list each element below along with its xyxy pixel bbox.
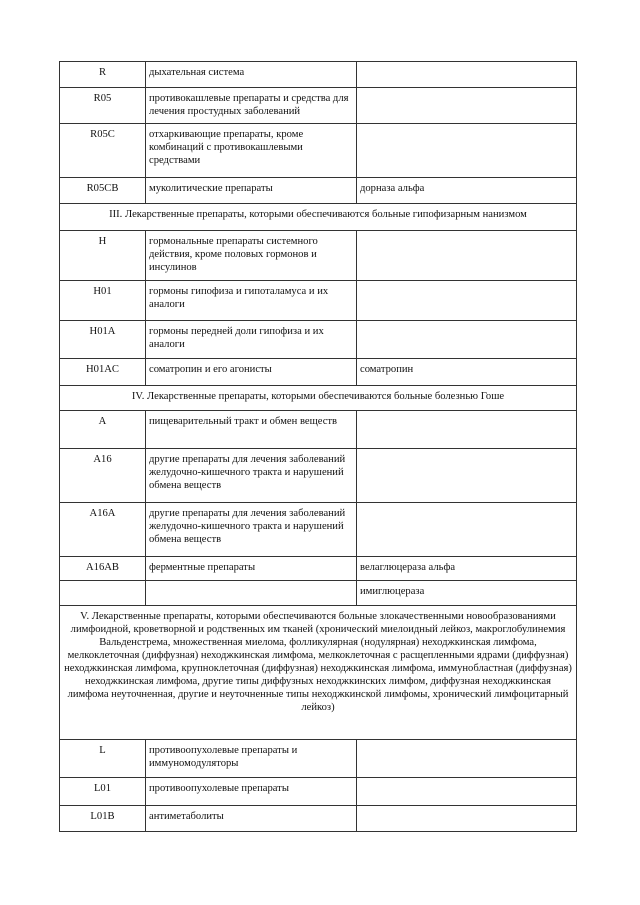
drug-name	[357, 740, 577, 778]
table-row	[60, 581, 577, 606]
atc-code: A	[60, 411, 146, 449]
group-name: отхаркивающие препараты, кроме комбинаций с противокашлевыми средствами	[146, 124, 357, 178]
table-row	[60, 62, 577, 88]
group-name: дыхательная система	[146, 62, 357, 88]
table-row	[60, 503, 577, 557]
drug-name: дорназа альфа	[357, 178, 577, 204]
group-name: другие препараты для лечения заболеваний желудочно-кишечного тракта и нарушений обмена веществ	[146, 503, 357, 557]
atc-code: H01A	[60, 321, 146, 359]
atc-code: A16A	[60, 503, 146, 557]
group-name: гормоны гипофиза и гипоталамуса и их аналоги	[146, 281, 357, 321]
group-name: пищеварительный тракт и обмен веществ	[146, 411, 357, 449]
atc-code: A16AB	[60, 557, 146, 581]
section-heading: IV. Лекарственные препараты, которыми обеспечиваются больные болезнью Гоше	[60, 386, 577, 411]
section-heading: V. Лекарственные препараты, которыми обеспечиваются больные злокачественными новообразованиями лимфоидной, кроветворной и родственных им тканей (хронический миелоидный лейкоз, макроглобулинемия Вальденстрема, множественная миелома, фолликулярная (нодулярная) неходжкинская лимфома, мелкоклеточная (диффузная) неходжкинская лимфома, мелкоклеточная с расщепленными ядрами (диффузная) неходжкинская лимфома, крупноклеточная (диффузная) неходжкинская лимфома, иммунобластная (диффузная) неходжкинская лимфома, другие типы диффузных неходжкинских лимфом, диффузная неходжкинская лимфома неуточненная, другие и неуточненные типы неходжкинской лимфомы, хронический лимфоцитарный лейкоз)	[60, 606, 577, 740]
table-row	[60, 178, 577, 204]
drug-name: соматропин	[357, 359, 577, 386]
atc-code	[60, 581, 146, 606]
group-name: противокашлевые препараты и средства для лечения простудных заболеваний	[146, 88, 357, 124]
drug-name	[357, 806, 577, 832]
group-name: муколитические препараты	[146, 178, 357, 204]
drug-name	[357, 411, 577, 449]
drug-classification-table	[59, 61, 577, 832]
group-name: противоопухолевые препараты	[146, 778, 357, 806]
atc-code: L	[60, 740, 146, 778]
section-row	[60, 386, 577, 411]
section-row	[60, 606, 577, 740]
group-name: другие препараты для лечения заболеваний желудочно-кишечного тракта и нарушений обмена веществ	[146, 449, 357, 503]
table-row	[60, 411, 577, 449]
drug-name	[357, 88, 577, 124]
group-name: антиметаболиты	[146, 806, 357, 832]
atc-code: H01AC	[60, 359, 146, 386]
drug-name	[357, 503, 577, 557]
table-row	[60, 359, 577, 386]
table-row	[60, 124, 577, 178]
group-name: гормоны передней доли гипофиза и их аналоги	[146, 321, 357, 359]
table-row	[60, 231, 577, 281]
atc-code: A16	[60, 449, 146, 503]
drug-name	[357, 449, 577, 503]
table-row	[60, 88, 577, 124]
atc-code: L01	[60, 778, 146, 806]
atc-code: R05C	[60, 124, 146, 178]
table-row	[60, 806, 577, 832]
group-name: ферментные препараты	[146, 557, 357, 581]
table-row	[60, 449, 577, 503]
atc-code: R05CB	[60, 178, 146, 204]
drug-name	[357, 62, 577, 88]
table-row	[60, 281, 577, 321]
group-name	[146, 581, 357, 606]
drug-name	[357, 321, 577, 359]
atc-code: L01B	[60, 806, 146, 832]
table-row	[60, 778, 577, 806]
drug-name	[357, 778, 577, 806]
atc-code: H	[60, 231, 146, 281]
drug-name	[357, 281, 577, 321]
group-name: противоопухолевые препараты и иммуномодуляторы	[146, 740, 357, 778]
atc-code: R05	[60, 88, 146, 124]
table-row	[60, 740, 577, 778]
table-row	[60, 321, 577, 359]
group-name: гормональные препараты системного действия, кроме половых гормонов и инсулинов	[146, 231, 357, 281]
drug-name: имиглюцераза	[357, 581, 577, 606]
drug-name	[357, 124, 577, 178]
table-row	[60, 557, 577, 581]
section-row	[60, 204, 577, 231]
group-name: соматропин и его агонисты	[146, 359, 357, 386]
section-heading: III. Лекарственные препараты, которыми обеспечиваются больные гипофизарным нанизмом	[60, 204, 577, 231]
drug-name	[357, 231, 577, 281]
drug-name: велаглюцераза альфа	[357, 557, 577, 581]
atc-code: R	[60, 62, 146, 88]
atc-code: H01	[60, 281, 146, 321]
